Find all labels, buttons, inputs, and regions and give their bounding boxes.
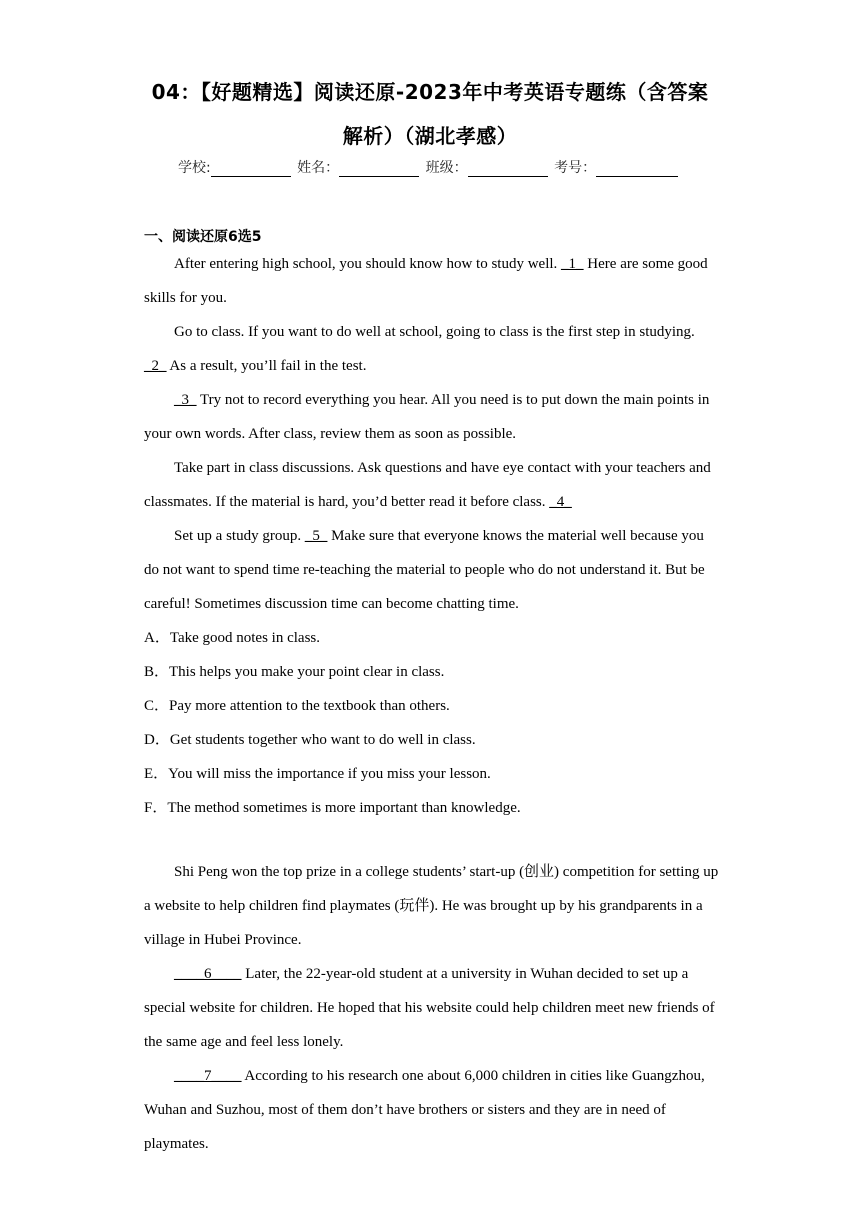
blank-4: _4_ xyxy=(549,494,572,510)
passage2-paragraph-3: ____7____ According to his research one about 6,000 children in cities like Guangzhou, Wuhan and Suzhou, most of them don’t have brothers or sisters and they are in need of playmates. xyxy=(144,1068,705,1152)
passage1-paragraph-2: Go to class. If you want to do well at school, going to class is the first step in studying. _2_ As a result, you’ll fail in the test. xyxy=(144,324,695,374)
passage2-paragraph-1: Shi Peng won the top prize in a college students’ start-up (创业) competition for setting up a website to help children find playmates (玩伴). He was brought up by his grandparents in a village in Hubei Province. xyxy=(144,864,719,948)
passage-2 xyxy=(144,855,719,1161)
passage1-paragraph-3: _3_ Try not to record everything you hear. All you need is to put down the main points in your own words. After class, review them as soon as possible. xyxy=(144,392,710,442)
school-blank[interactable] xyxy=(211,161,291,177)
blank-3: _3_ xyxy=(174,392,197,408)
class-label: 班级： xyxy=(425,160,468,176)
passage2-paragraph-2: ____6____ Later, the 22-year-old student at a university in Wuhan decided to set up a special website for children. He hoped that his website could help children meet new friends of the same age and feel less lonely. xyxy=(144,966,715,1050)
option-a: A．Take good notes in class. xyxy=(144,630,321,646)
blank-2: _2_ xyxy=(144,358,167,374)
blank-7: ____7____ xyxy=(174,1068,242,1084)
document-title-line1: 04：【好题精选】阅读还原-2023年中考英语专题练（含答案 xyxy=(151,80,709,104)
passage1-paragraph-5: Set up a study group. _5_ Make sure that everyone knows the material well because you do not want to spend time re-teaching the material to people who do not understand it. But be careful! Sometimes discussion time can become chatting time. xyxy=(144,528,705,612)
exam-number-label: 考号： xyxy=(554,160,597,176)
option-e: E．You will miss the importance if you miss your lesson. xyxy=(144,766,491,782)
blank-6: ____6____ xyxy=(174,966,242,982)
option-b: B．This helps you make your point clear in class. xyxy=(144,664,445,680)
name-label: 姓名： xyxy=(297,160,340,176)
section-heading: 一、阅读还原6选5 xyxy=(144,229,262,245)
name-blank[interactable] xyxy=(339,161,419,177)
option-f: F．The method sometimes is more important than knowledge. xyxy=(144,800,521,816)
passage1-paragraph-4: Take part in class discussions. Ask questions and have eye contact with your teachers and classmates. If the material is hard, you’d better read it before class. _4_ xyxy=(144,460,711,510)
student-info-fields xyxy=(178,157,680,177)
option-d: D．Get students together who want to do well in class. xyxy=(144,732,476,748)
blank-1: _1_ xyxy=(561,256,584,272)
document-title-line2: 解析）（湖北孝感） xyxy=(342,124,518,148)
school-label: 学校: xyxy=(178,160,211,176)
class-blank[interactable] xyxy=(468,161,548,177)
blank-5: _5_ xyxy=(304,528,328,544)
option-c: C．Pay more attention to the textbook than others. xyxy=(144,698,450,714)
passage1-paragraph-1: After entering high school, you should know how to study well. _1_ Here are some good skills for you. xyxy=(144,256,708,306)
exam-number-blank[interactable] xyxy=(596,161,678,177)
passage-1 xyxy=(144,247,719,825)
